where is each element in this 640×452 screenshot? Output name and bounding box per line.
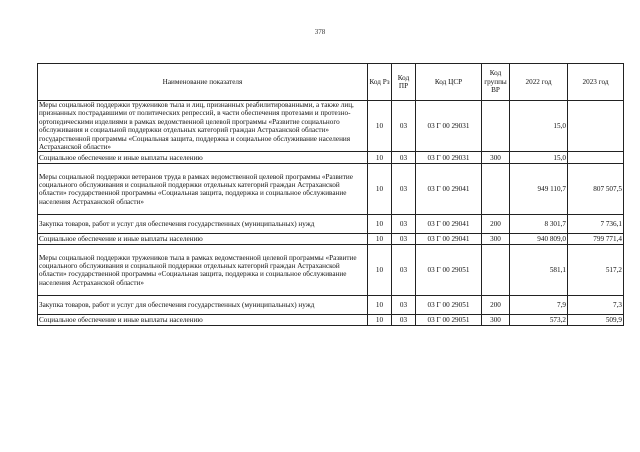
header-year-2022: 2022 год xyxy=(510,64,568,101)
row-csr: 03 Г 00 29051 xyxy=(416,315,482,326)
row-name: Социальное обеспечение и иные выплаты населению xyxy=(38,234,368,245)
row-csr: 03 Г 00 29041 xyxy=(416,164,482,215)
row-csr: 03 Г 00 29051 xyxy=(416,245,482,296)
row-name: Меры социальной поддержки тружеников тыла и лиц, признанных реабилитированными, а также лиц, признанных пострадавшими от политических репрессий, в части обеспечения протезами и протезно-ортопедическими изделиями в рамках ведомственной целевой программы «Развитие социального обслуживания и социальной поддержки отдельных категорий граждан Астраханской области» государственной программы «Социальная защита, поддержка и социальное обслуживание населения Астраханской области» xyxy=(38,101,368,152)
table-row xyxy=(38,234,624,245)
row-year-2022: 15,0 xyxy=(510,152,568,164)
row-year-2022: 581,1 xyxy=(510,245,568,296)
table-row xyxy=(38,215,624,234)
row-year-2023: 807 507,5 xyxy=(568,164,624,215)
row-rz: 10 xyxy=(368,315,392,326)
row-pr: 03 xyxy=(392,152,416,164)
table-row xyxy=(38,101,624,152)
row-year-2023: 7 736,1 xyxy=(568,215,624,234)
row-year-2023 xyxy=(568,101,624,152)
row-name: Социальное обеспечение и иные выплаты населению xyxy=(38,152,368,164)
row-name: Меры социальной поддержки тружеников тыла в рамках ведомственной целевой программы «Развитие социального обслуживания и социальной поддержки отдельных категорий граждан Астраханской области» государственной программы «Социальная защита, поддержка и социальное обслуживание населения Астраханской области» xyxy=(38,245,368,296)
row-vr: 300 xyxy=(482,234,510,245)
row-year-2023 xyxy=(568,152,624,164)
row-vr: 200 xyxy=(482,215,510,234)
header-name: Наименование показателя xyxy=(38,64,368,101)
header-csr: Код ЦСР xyxy=(416,64,482,101)
row-pr: 03 xyxy=(392,245,416,296)
header-rz: Код Рз xyxy=(368,64,392,101)
row-name: Закупка товаров, работ и услуг для обеспечения государственных (муниципальных) нужд xyxy=(38,215,368,234)
row-rz: 10 xyxy=(368,101,392,152)
row-name: Социальное обеспечение и иные выплаты населению xyxy=(38,315,368,326)
row-vr: 200 xyxy=(482,296,510,315)
row-year-2022: 573,2 xyxy=(510,315,568,326)
row-pr: 03 xyxy=(392,215,416,234)
row-vr: 300 xyxy=(482,315,510,326)
row-vr xyxy=(482,164,510,215)
row-year-2022: 7,9 xyxy=(510,296,568,315)
row-rz: 10 xyxy=(368,152,392,164)
row-rz: 10 xyxy=(368,234,392,245)
page-number: 378 xyxy=(314,28,326,36)
row-name: Меры социальной поддержки ветеранов труда в рамках ведомственной целевой программы «Развитие социального обслуживания и социальной поддержки отдельных категорий граждан Астраханской области» государственной программы «Социальная защита, поддержка и социальное обслуживание населения Астраханской области» xyxy=(38,164,368,215)
row-year-2022: 15,0 xyxy=(510,101,568,152)
row-csr: 03 Г 00 29041 xyxy=(416,215,482,234)
row-rz: 10 xyxy=(368,296,392,315)
row-year-2022: 8 301,7 xyxy=(510,215,568,234)
row-pr: 03 xyxy=(392,164,416,215)
table-row xyxy=(38,315,624,326)
row-pr: 03 xyxy=(392,315,416,326)
row-vr xyxy=(482,101,510,152)
row-rz: 10 xyxy=(368,215,392,234)
row-vr xyxy=(482,245,510,296)
row-csr: 03 Г 00 29051 xyxy=(416,296,482,315)
row-rz: 10 xyxy=(368,164,392,215)
budget-table xyxy=(37,63,624,326)
header-pr: Код ПР xyxy=(392,64,416,101)
table-header-row xyxy=(38,64,624,101)
row-name: Закупка товаров, работ и услуг для обеспечения государственных (муниципальных) нужд xyxy=(38,296,368,315)
table-row xyxy=(38,164,624,215)
table-row xyxy=(38,152,624,164)
header-year-2023: 2023 год xyxy=(568,64,624,101)
table-row xyxy=(38,245,624,296)
row-pr: 03 xyxy=(392,296,416,315)
row-year-2023: 799 771,4 xyxy=(568,234,624,245)
row-pr: 03 xyxy=(392,101,416,152)
row-vr: 300 xyxy=(482,152,510,164)
row-rz: 10 xyxy=(368,245,392,296)
row-csr: 03 Г 00 29031 xyxy=(416,152,482,164)
row-year-2022: 940 809,0 xyxy=(510,234,568,245)
header-vr: Код группы ВР xyxy=(482,64,510,101)
row-year-2022: 949 110,7 xyxy=(510,164,568,215)
table-row xyxy=(38,296,624,315)
row-pr: 03 xyxy=(392,234,416,245)
row-year-2023: 509,9 xyxy=(568,315,624,326)
row-year-2023: 517,2 xyxy=(568,245,624,296)
row-year-2023: 7,3 xyxy=(568,296,624,315)
row-csr: 03 Г 00 29041 xyxy=(416,234,482,245)
row-csr: 03 Г 00 29031 xyxy=(416,101,482,152)
